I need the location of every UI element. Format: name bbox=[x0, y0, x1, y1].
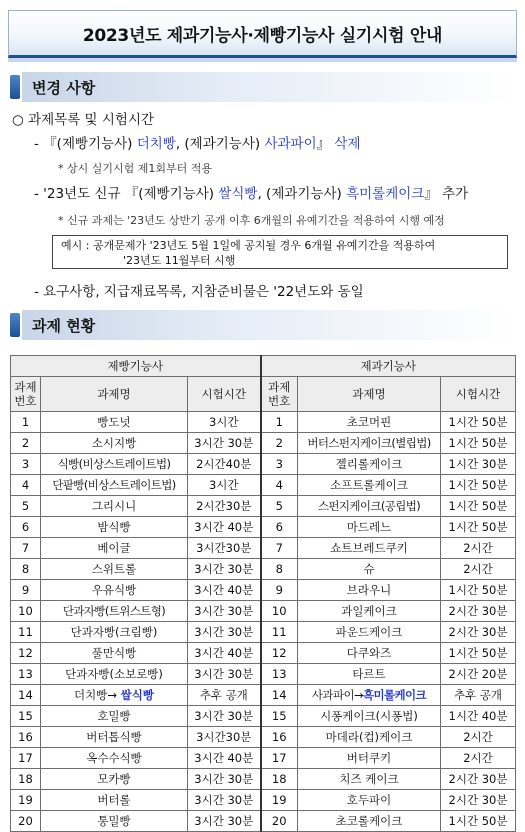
bread-name: 모카빵 bbox=[41, 769, 188, 790]
dash: - bbox=[34, 186, 39, 202]
task-table bbox=[10, 355, 516, 832]
bread-time: 3시간 bbox=[188, 412, 261, 433]
pastry-no: 13 bbox=[261, 664, 298, 685]
example-line-2: '23년도 11월부터 시행 bbox=[123, 254, 236, 267]
pastry-time: 2시간 bbox=[441, 559, 516, 580]
pastry-no: 3 bbox=[261, 454, 298, 475]
bread-no: 10 bbox=[11, 601, 41, 622]
item-title-line bbox=[12, 108, 154, 128]
add-label: 추가 bbox=[442, 186, 469, 202]
pastry-no: 17 bbox=[261, 748, 298, 769]
section-title: 과제 현황 bbox=[32, 317, 96, 335]
pastry-name: 치즈 케이크 bbox=[298, 769, 441, 790]
pastry-no: 4 bbox=[261, 475, 298, 496]
bread-time: 3시간 40분 bbox=[188, 643, 261, 664]
section-header-fill bbox=[22, 72, 515, 102]
pastry-time: 추후 공개 bbox=[441, 685, 516, 706]
section-header-status bbox=[10, 310, 515, 340]
circle-bullet-icon: ○ bbox=[12, 112, 24, 128]
pastry-name: 마데라(컵)케이크 bbox=[298, 727, 441, 748]
text: '23년도 신규 『(제빵기능사) bbox=[43, 186, 219, 202]
bread-name: 우유식빵 bbox=[41, 580, 188, 601]
bread-time: 3시간 30분 bbox=[188, 601, 261, 622]
pastry-no: 9 bbox=[261, 580, 298, 601]
pastry-no: 6 bbox=[261, 517, 298, 538]
text: 』 bbox=[316, 136, 331, 152]
added-pastry-item: 흑미롤케이크 bbox=[346, 186, 425, 202]
bread-no: 6 bbox=[11, 517, 41, 538]
bread-no: 7 bbox=[11, 538, 41, 559]
bread-name-changed bbox=[41, 685, 188, 706]
bread-name: 단과자빵(크림빵) bbox=[41, 622, 188, 643]
text: 『(제빵기능사) bbox=[43, 136, 137, 152]
pastry-name: 시퐁케이크(시퐁법) bbox=[298, 706, 441, 727]
bread-time: 3시간 30분 bbox=[188, 769, 261, 790]
table-row bbox=[11, 454, 516, 475]
pastry-no: 7 bbox=[261, 538, 298, 559]
pastry-name: 다쿠와즈 bbox=[298, 643, 441, 664]
bread-time: 3시간 30분 bbox=[188, 811, 261, 832]
pastry-no: 5 bbox=[261, 496, 298, 517]
pastry-time: 2시간 30분 bbox=[441, 769, 516, 790]
table-row bbox=[11, 790, 516, 811]
table-row bbox=[11, 769, 516, 790]
pastry-time: 1시간 50분 bbox=[441, 580, 516, 601]
table-row bbox=[11, 622, 516, 643]
text: , (제과기능사) bbox=[257, 186, 347, 202]
table-row bbox=[11, 412, 516, 433]
text: 』 bbox=[424, 186, 438, 202]
pastry-name: 슈 bbox=[298, 559, 441, 580]
old-task: 사과파이→ bbox=[311, 688, 363, 702]
col-header-no-line1: 과제 bbox=[14, 380, 37, 394]
old-task: 더치빵→ bbox=[74, 688, 121, 702]
col-header-no bbox=[261, 377, 298, 412]
col-header-time: 시험시간 bbox=[188, 377, 261, 412]
pastry-no: 2 bbox=[261, 433, 298, 454]
bread-name: 빵도넛 bbox=[41, 412, 188, 433]
table-column-header bbox=[11, 377, 516, 412]
pastry-no: 15 bbox=[261, 706, 298, 727]
bread-time: 3시간30분 bbox=[188, 727, 261, 748]
table-row bbox=[11, 517, 516, 538]
col-header-time: 시험시간 bbox=[441, 377, 516, 412]
bread-name: 그리시니 bbox=[41, 496, 188, 517]
page-title: 2023년도 제과기능사·제빵기능사 실기시험 안내 bbox=[82, 25, 443, 46]
pastry-name: 브라우니 bbox=[298, 580, 441, 601]
pastry-time: 1시간 50분 bbox=[441, 475, 516, 496]
col-header-no-line2: 번호 bbox=[14, 394, 37, 408]
group-header-pastry: 제과기능사 bbox=[261, 356, 516, 377]
bread-time: 3시간 30분 bbox=[188, 706, 261, 727]
col-header-no-line1: 과제 bbox=[268, 380, 291, 394]
pastry-name: 마드레느 bbox=[298, 517, 441, 538]
col-header-no bbox=[11, 377, 41, 412]
bread-no: 3 bbox=[11, 454, 41, 475]
bread-time: 3시간 30분 bbox=[188, 664, 261, 685]
bread-no: 16 bbox=[11, 727, 41, 748]
pastry-no: 12 bbox=[261, 643, 298, 664]
deleted-pastry-item: 사과파이 bbox=[264, 136, 317, 152]
pastry-no: 19 bbox=[261, 790, 298, 811]
pastry-no: 8 bbox=[261, 559, 298, 580]
delete-note: * 상시 실기시험 제1회부터 적용 bbox=[58, 162, 212, 175]
pastry-time: 1시간 50분 bbox=[441, 517, 516, 538]
change-add-line bbox=[34, 182, 468, 202]
bread-name: 베이글 bbox=[41, 538, 188, 559]
new-task: 흑미롤케이크 bbox=[363, 688, 427, 702]
bread-no: 15 bbox=[11, 706, 41, 727]
pastry-time: 2시간 30분 bbox=[441, 790, 516, 811]
table-row-changed bbox=[11, 685, 516, 706]
pastry-name: 파운드케이크 bbox=[298, 622, 441, 643]
pastry-name: 버터스펀지케이크(별립법) bbox=[298, 433, 441, 454]
title-banner bbox=[8, 10, 517, 58]
table-row bbox=[11, 433, 516, 454]
bread-no: 4 bbox=[11, 475, 41, 496]
bread-no: 8 bbox=[11, 559, 41, 580]
bread-time: 3시간 30분 bbox=[188, 790, 261, 811]
bread-time: 3시간30분 bbox=[188, 538, 261, 559]
table-row bbox=[11, 748, 516, 769]
deleted-bread-item: 더치빵 bbox=[136, 136, 176, 152]
pastry-no: 16 bbox=[261, 727, 298, 748]
bread-no: 18 bbox=[11, 769, 41, 790]
col-header-no-line2: 번호 bbox=[268, 394, 291, 408]
example-box bbox=[52, 235, 508, 269]
bread-no: 12 bbox=[11, 643, 41, 664]
pastry-time: 1시간 50분 bbox=[441, 643, 516, 664]
bread-name: 버터톱식빵 bbox=[41, 727, 188, 748]
pastry-time: 1시간 40분 bbox=[441, 706, 516, 727]
dash: - bbox=[34, 136, 39, 152]
pastry-time: 2시간 bbox=[441, 727, 516, 748]
bread-name: 밤식빵 bbox=[41, 517, 188, 538]
table-group-header bbox=[11, 356, 516, 377]
pastry-name: 초코롤케이크 bbox=[298, 811, 441, 832]
pastry-name: 타르트 bbox=[298, 664, 441, 685]
section-marker bbox=[10, 313, 20, 337]
pastry-no: 1 bbox=[261, 412, 298, 433]
change-delete-line bbox=[34, 132, 361, 152]
bread-name: 통밀빵 bbox=[41, 811, 188, 832]
pastry-no: 18 bbox=[261, 769, 298, 790]
section-title: 변경 사항 bbox=[32, 79, 96, 97]
bread-time: 2시간30분 bbox=[188, 496, 261, 517]
added-bread-item: 쌀식빵 bbox=[218, 186, 258, 202]
pastry-time: 1시간 30분 bbox=[441, 454, 516, 475]
bread-no: 2 bbox=[11, 433, 41, 454]
pastry-time: 2시간 bbox=[441, 538, 516, 559]
title-underline bbox=[8, 58, 517, 62]
bread-name: 식빵(비상스트레이트법) bbox=[41, 454, 188, 475]
pastry-time: 1시간 50분 bbox=[441, 496, 516, 517]
pastry-time: 2시간 30분 bbox=[441, 622, 516, 643]
add-note: * 신규 과제는 '23년도 상반기 공개 이후 6개월의 유예기간을 적용하여 시행 예정 bbox=[58, 214, 445, 227]
pastry-time: 1시간 50분 bbox=[441, 433, 516, 454]
pastry-no: 20 bbox=[261, 811, 298, 832]
bread-name: 버터롤 bbox=[41, 790, 188, 811]
pastry-name: 스펀지케이크(공립법) bbox=[298, 496, 441, 517]
pastry-name: 소프트롤케이크 bbox=[298, 475, 441, 496]
table-row bbox=[11, 559, 516, 580]
bread-name: 소시지빵 bbox=[41, 433, 188, 454]
section-header-changes bbox=[10, 72, 515, 102]
bread-name: 옥수수식빵 bbox=[41, 748, 188, 769]
bread-no: 14 bbox=[11, 685, 41, 706]
pastry-name: 쇼트브레드쿠키 bbox=[298, 538, 441, 559]
group-header-bread: 제빵기능사 bbox=[11, 356, 261, 377]
bread-time: 2시간40분 bbox=[188, 454, 261, 475]
pastry-time: 1시간 50분 bbox=[441, 811, 516, 832]
pastry-time: 2시간 bbox=[441, 748, 516, 769]
bread-name: 단과자빵(트위스트형) bbox=[41, 601, 188, 622]
example-line-1: 예시 : 공개문제가 '23년도 5월 1일에 공지될 경우 6개월 유예기간을 적용하여 bbox=[61, 239, 436, 252]
table-row bbox=[11, 664, 516, 685]
section-header-fill bbox=[22, 310, 515, 340]
bread-time: 추후 공개 bbox=[188, 685, 261, 706]
bread-name: 단팥빵(비상스트레이트법) bbox=[41, 475, 188, 496]
table-row bbox=[11, 643, 516, 664]
pastry-name: 젤리롤케이크 bbox=[298, 454, 441, 475]
table-row bbox=[11, 475, 516, 496]
bread-time: 3시간 30분 bbox=[188, 622, 261, 643]
pastry-time: 2시간 20분 bbox=[441, 664, 516, 685]
table-row bbox=[11, 580, 516, 601]
bread-no: 1 bbox=[11, 412, 41, 433]
bread-time: 3시간 40분 bbox=[188, 517, 261, 538]
item-title: 과제목록 및 시험시간 bbox=[28, 112, 155, 128]
text: , (제과기능사) bbox=[175, 136, 265, 152]
table-row bbox=[11, 496, 516, 517]
pastry-name-changed bbox=[298, 685, 441, 706]
pastry-name: 호두파이 bbox=[298, 790, 441, 811]
bread-no: 5 bbox=[11, 496, 41, 517]
delete-label: 삭제 bbox=[334, 136, 361, 152]
bread-time: 3시간 30분 bbox=[188, 559, 261, 580]
bread-time: 3시간 40분 bbox=[188, 580, 261, 601]
section-marker bbox=[10, 75, 20, 99]
misc-line: - 요구사항, 지급재료목록, 지참준비물은 '22년도와 동일 bbox=[34, 284, 364, 300]
bread-no: 11 bbox=[11, 622, 41, 643]
bread-name: 단과자빵(소보로빵) bbox=[41, 664, 188, 685]
bread-time: 3시간 bbox=[188, 475, 261, 496]
pastry-time: 1시간 50분 bbox=[441, 412, 516, 433]
pastry-name: 과일케이크 bbox=[298, 601, 441, 622]
col-header-name: 과제명 bbox=[41, 377, 188, 412]
pastry-no: 14 bbox=[261, 685, 298, 706]
table-row bbox=[11, 811, 516, 832]
table-row bbox=[11, 706, 516, 727]
pastry-name: 초코머핀 bbox=[298, 412, 441, 433]
table-row bbox=[11, 538, 516, 559]
table-row bbox=[11, 601, 516, 622]
bread-time: 3시간 30분 bbox=[188, 433, 261, 454]
bread-time: 3시간 40분 bbox=[188, 748, 261, 769]
bread-name: 스위트롤 bbox=[41, 559, 188, 580]
new-task: 쌀식빵 bbox=[120, 688, 154, 702]
bread-name: 풀만식빵 bbox=[41, 643, 188, 664]
bread-no: 17 bbox=[11, 748, 41, 769]
pastry-time: 2시간 30분 bbox=[441, 601, 516, 622]
pastry-name: 버터쿠키 bbox=[298, 748, 441, 769]
bread-no: 19 bbox=[11, 790, 41, 811]
table-row bbox=[11, 727, 516, 748]
pastry-no: 11 bbox=[261, 622, 298, 643]
bread-name: 호밀빵 bbox=[41, 706, 188, 727]
col-header-name: 과제명 bbox=[298, 377, 441, 412]
pastry-no: 10 bbox=[261, 601, 298, 622]
bread-no: 20 bbox=[11, 811, 41, 832]
bread-no: 13 bbox=[11, 664, 41, 685]
bread-no: 9 bbox=[11, 580, 41, 601]
